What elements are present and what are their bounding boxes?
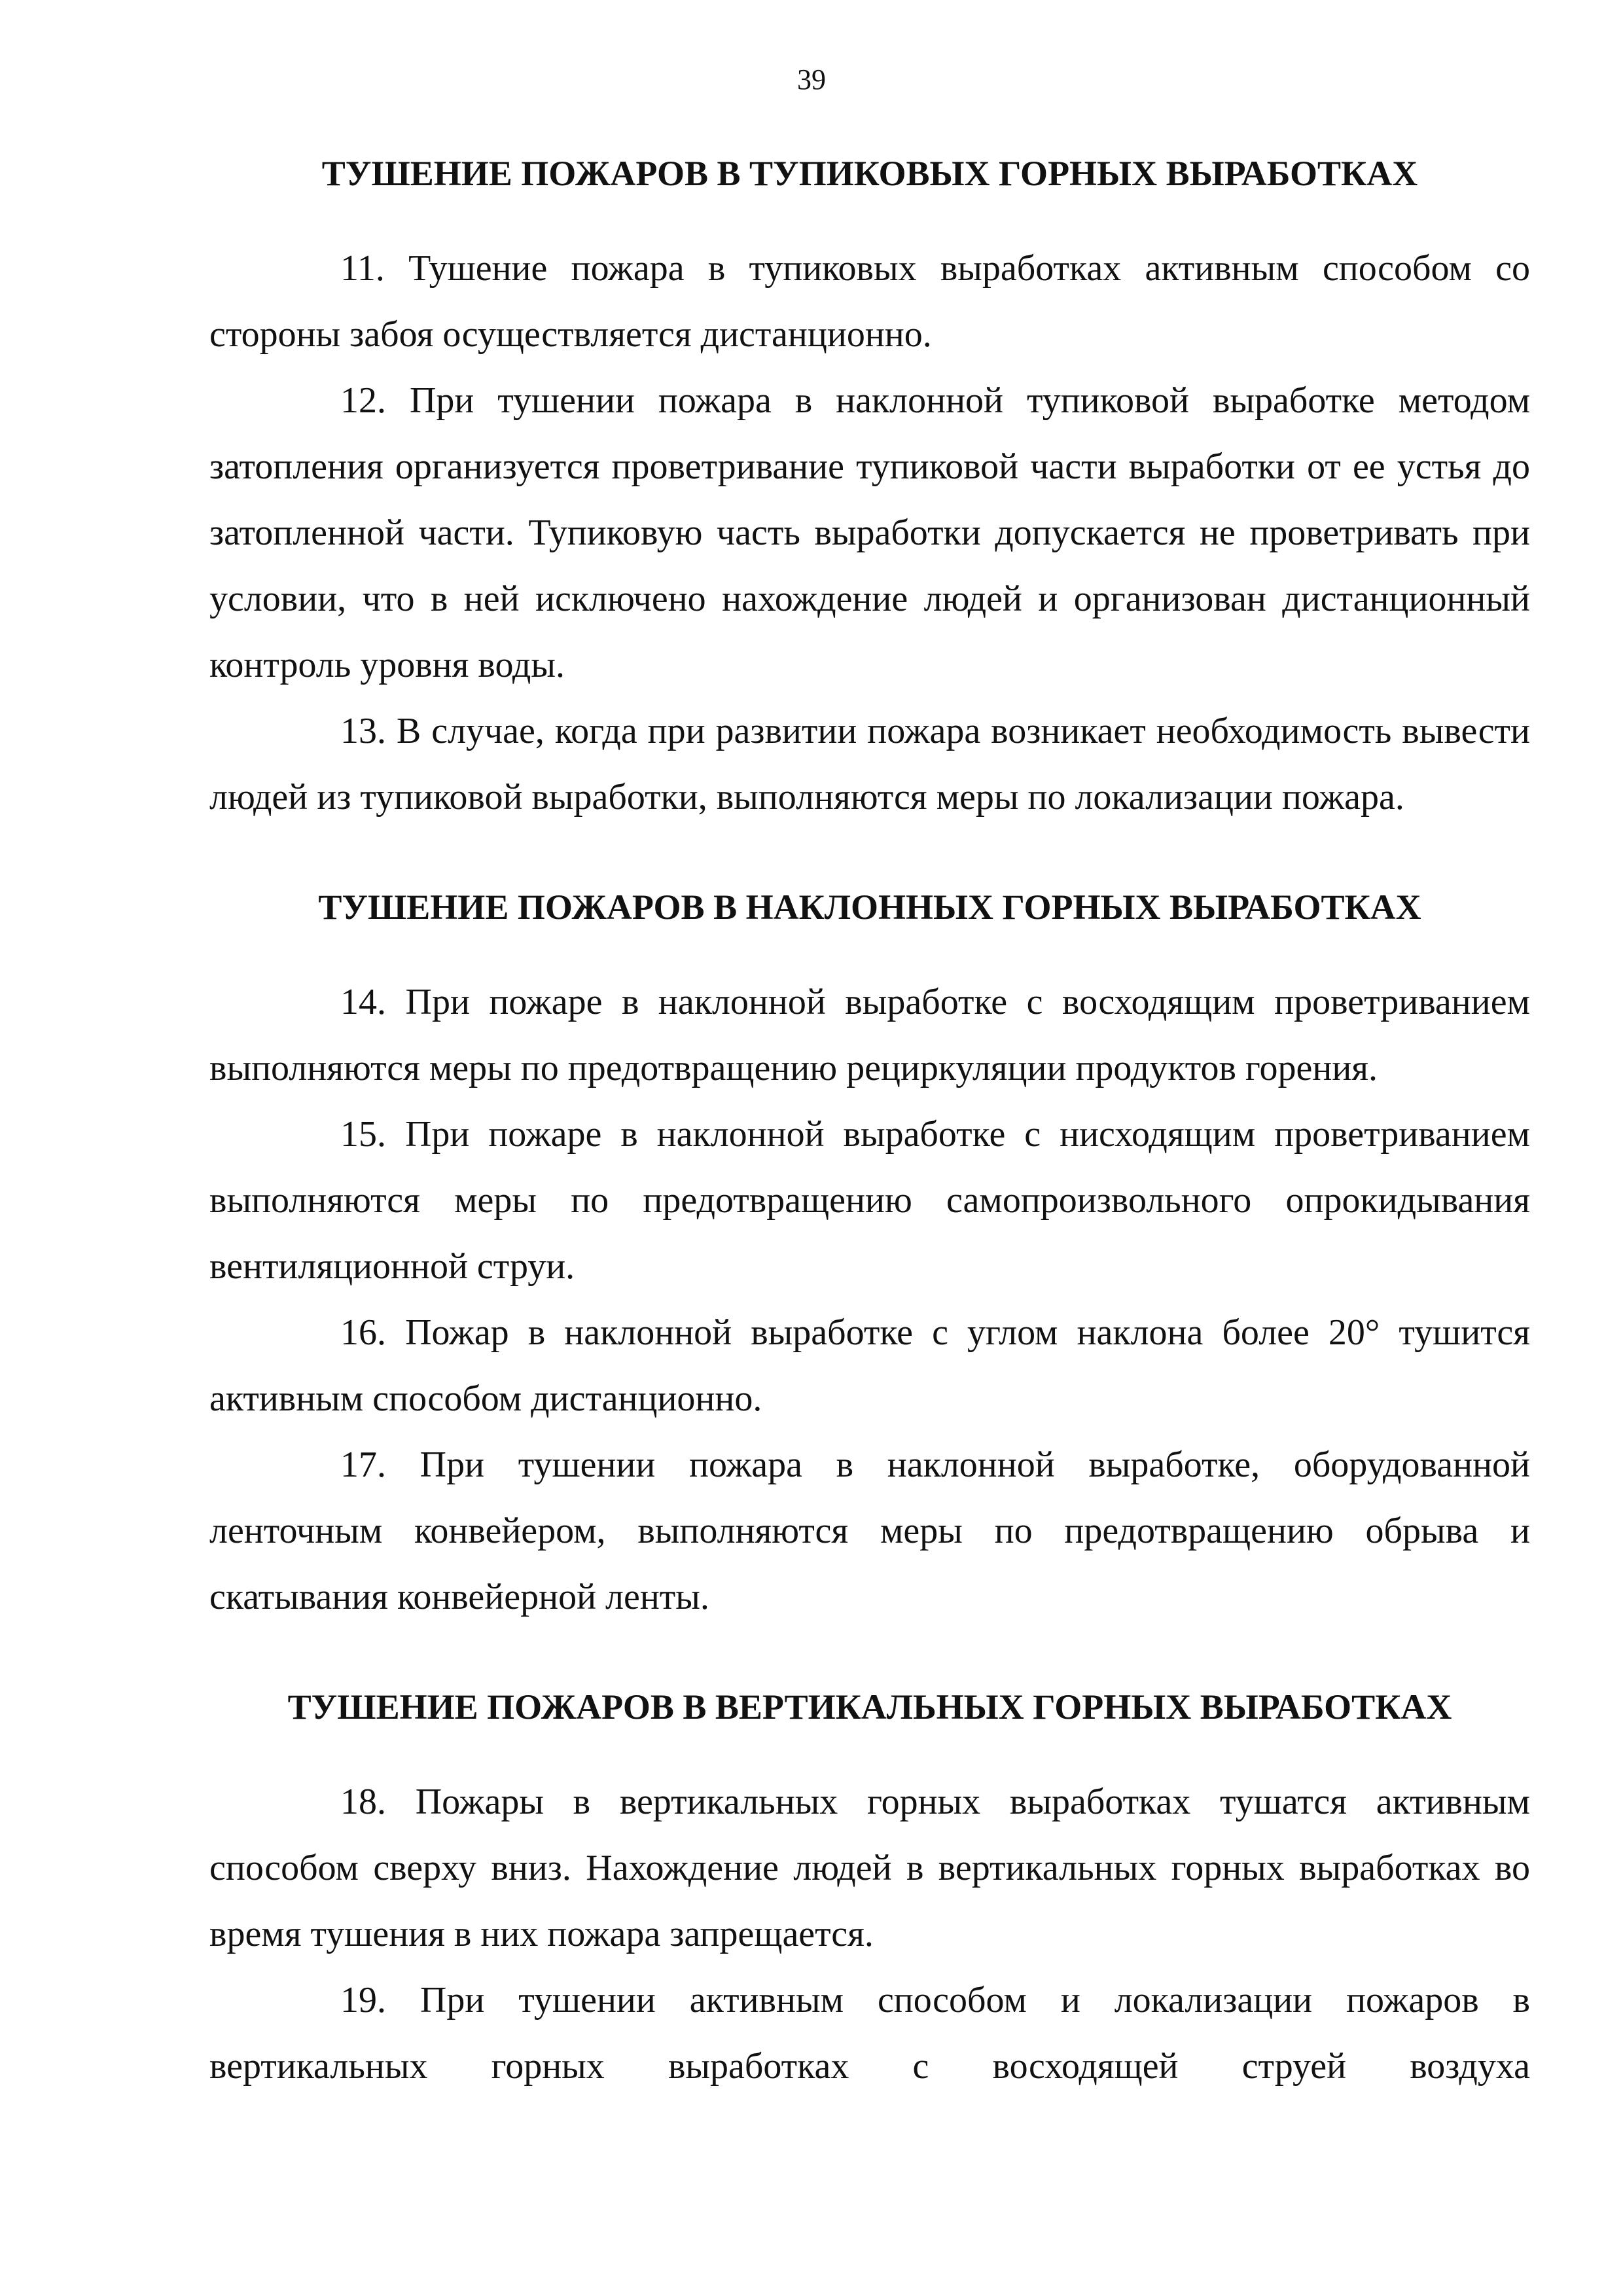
paragraph-18: 18. Пожары в вертикальных горных выработках тушатся активным способом сверху вниз. Нахождение людей в вертикальных горных выработках во время тушения в них пожара запрещается. <box>209 1782 1530 1954</box>
section-heading: ТУШЕНИЕ ПОЖАРОВ В ТУПИКОВЫХ ГОРНЫХ ВЫРАБОТКАХ <box>321 154 1418 193</box>
page-number: 39 <box>797 63 826 96</box>
document-body <box>209 151 1530 2100</box>
paragraph-16: 16. Пожар в наклонной выработке с углом наклона более 20° тушится активным способом дистанционно. <box>209 1312 1530 1419</box>
section-inclined-workings <box>209 884 1530 1630</box>
paragraph-11: 11. Тушение пожара в тупиковых выработках активным способом со стороны забоя осуществляется дистанционно. <box>209 248 1530 355</box>
paragraph-12: 12. При тушении пожара в наклонной тупиковой выработке методом затопления организуется проветривание тупиковой части выработки от ее устья до затопленной части. Тупиковую часть выработки допускается не проветривать при условии, что в ней исключено нахождение людей и организован дистанционный контроль уровня воды. <box>209 380 1530 685</box>
section-vertical-workings <box>209 1684 1530 2100</box>
paragraph-14: 14. При пожаре в наклонной выработке с восходящим проветриванием выполняются меры по предотвращению рециркуляции продуктов горения. <box>209 982 1530 1088</box>
paragraph-13: 13. В случае, когда при развитии пожара возникает необходимость вывести людей из тупиковой выработки, выполняются меры по локализации пожара. <box>209 711 1530 817</box>
paragraph-19: 19. При тушении активным способом и локализации пожаров в вертикальных горных выработках с восходящей струей воздуха <box>209 1980 1530 2087</box>
section-dead-end-workings <box>209 151 1530 831</box>
section-heading: ТУШЕНИЕ ПОЖАРОВ В ВЕРТИКАЛЬНЫХ ГОРНЫХ ВЫРАБОТКАХ <box>287 1687 1452 1727</box>
paragraph-17: 17. При тушении пожара в наклонной выработке, оборудованной ленточным конвейером, выполняются меры по предотвращению обрыва и скатывания конвейерной ленты. <box>209 1444 1530 1617</box>
paragraph-15: 15. При пожаре в наклонной выработке с нисходящим проветриванием выполняются меры по предотвращению самопроизвольного опрокидывания вентиляционной струи. <box>209 1114 1530 1287</box>
section-heading: ТУШЕНИЕ ПОЖАРОВ В НАКЛОННЫХ ГОРНЫХ ВЫРАБОТКАХ <box>318 888 1421 927</box>
